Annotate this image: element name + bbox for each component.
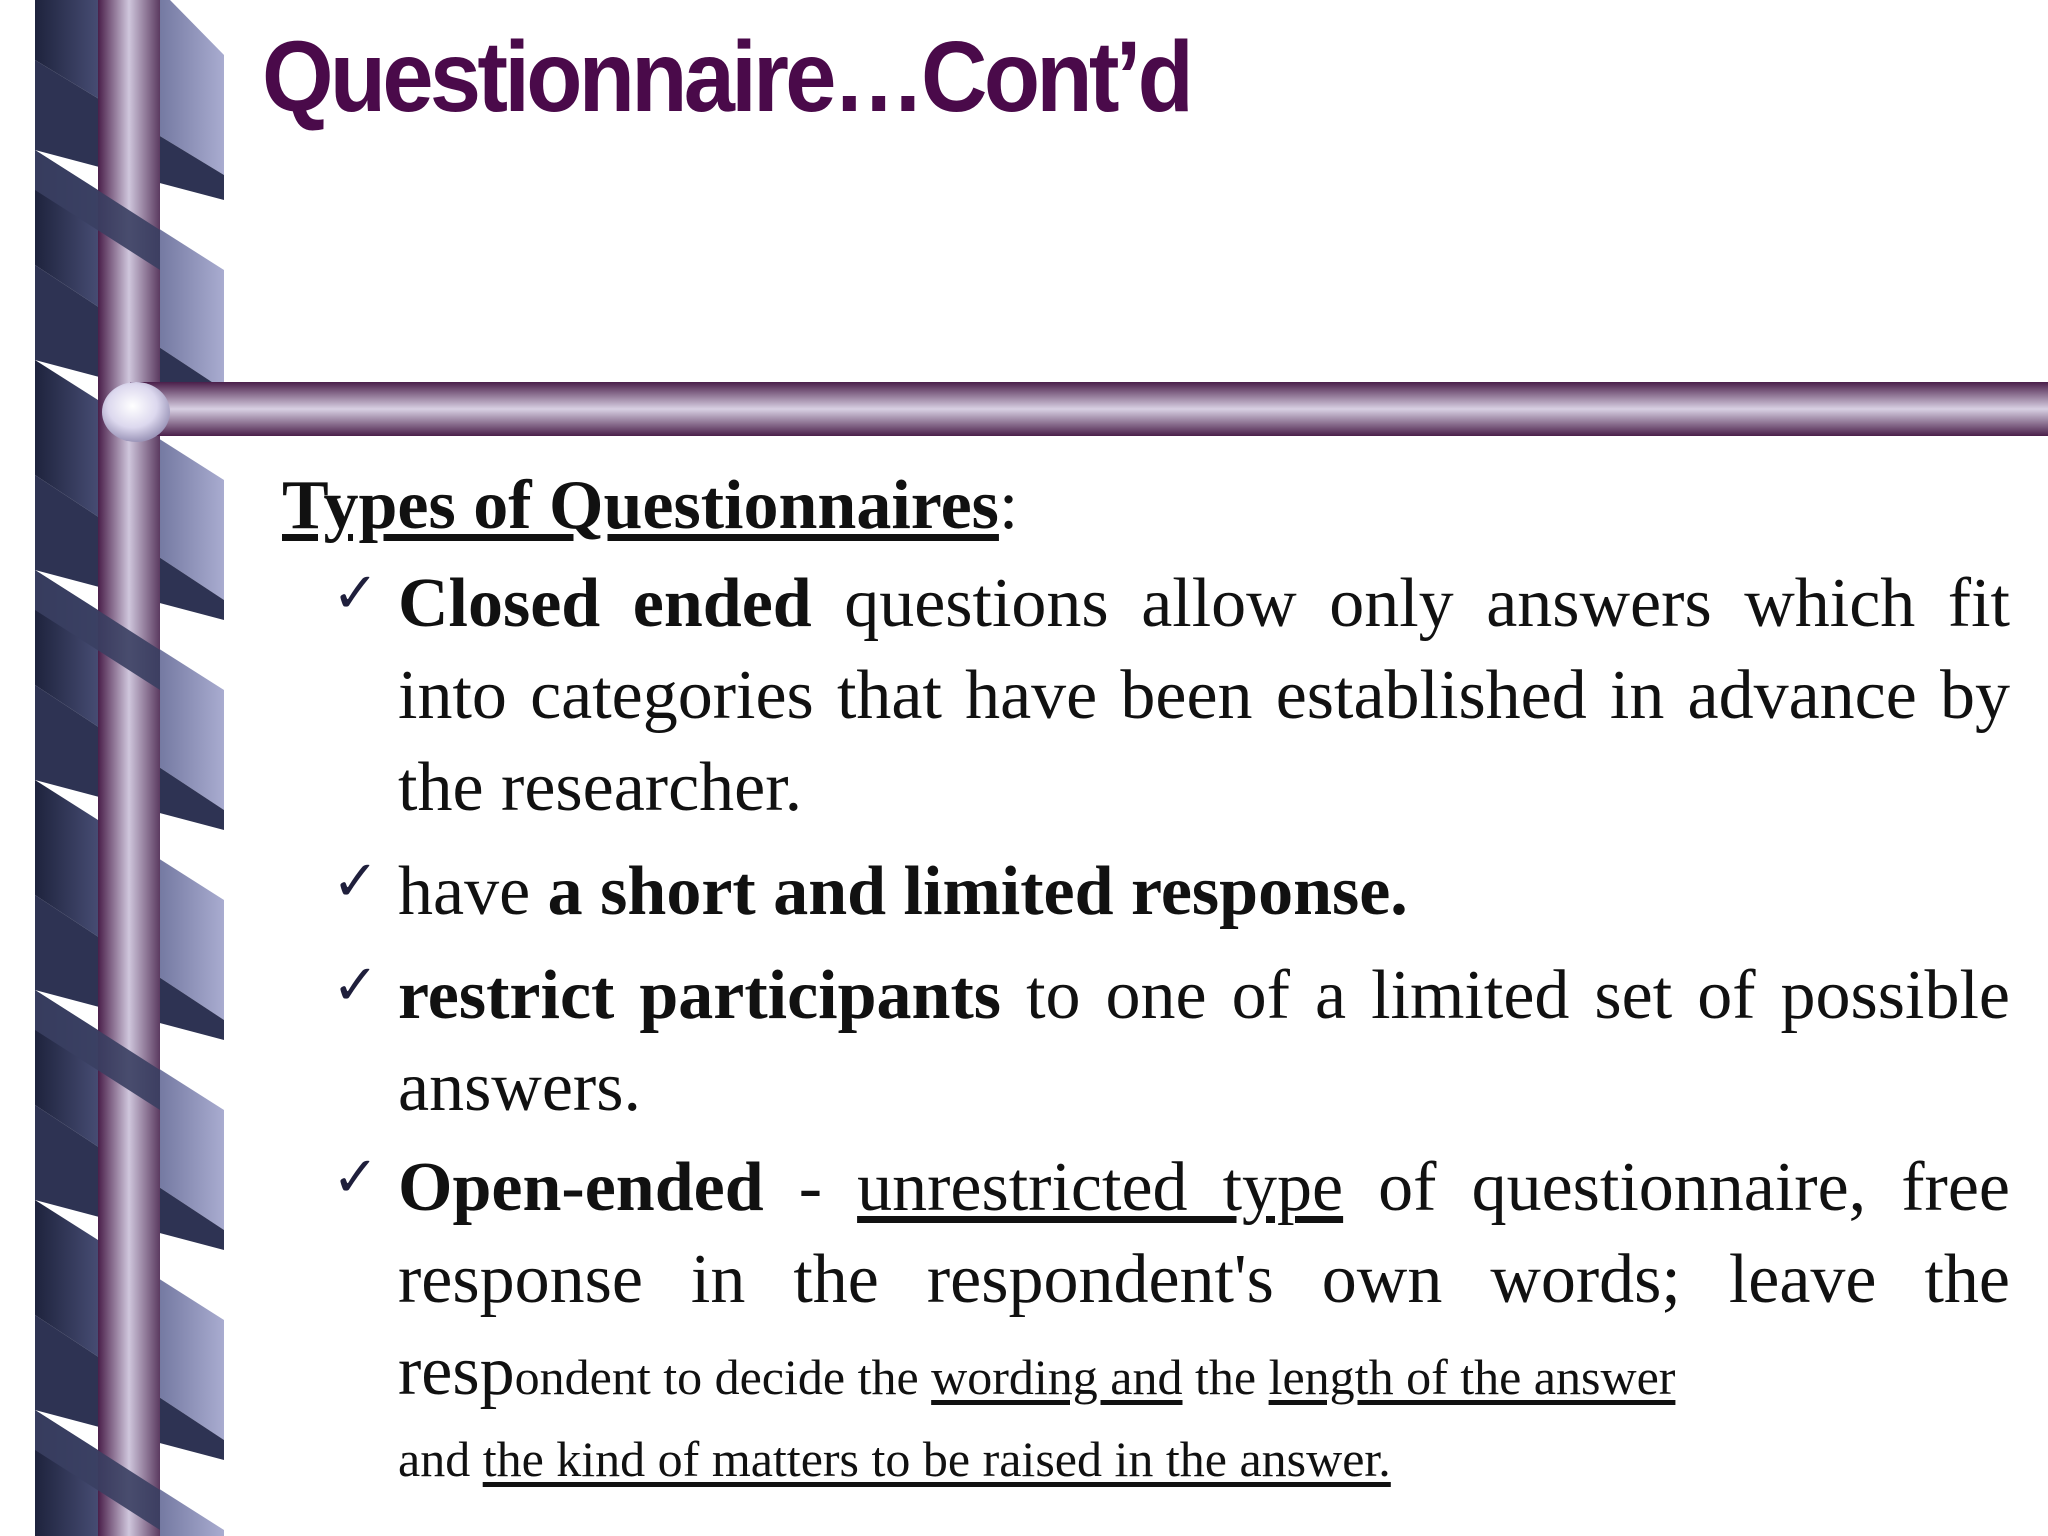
- bar-knob: [102, 382, 170, 442]
- bullet-text: have: [398, 853, 548, 930]
- bullet-underlined: wording and: [931, 1349, 1183, 1405]
- bullet-bold: restrict participants: [398, 957, 1002, 1034]
- checkmark-icon: ✓: [332, 561, 379, 626]
- horizontal-bar: [130, 382, 2048, 436]
- bullet-text: of questionnaire, free response in the respondent's own words; leave the resp: [398, 1149, 2011, 1410]
- bullet-dash: -: [763, 1149, 858, 1226]
- checkmark-icon: ✓: [332, 953, 379, 1018]
- bullet-small-text: and: [398, 1431, 483, 1487]
- bullet-text: questions allow only answers which fit into categories that have been established in advance by the researcher.: [398, 565, 2010, 826]
- bullet-tail: [398, 1423, 2010, 1495]
- section-heading-text: Types of Questionnaires: [282, 467, 999, 544]
- bullet-item: [282, 846, 2010, 938]
- section-heading: [282, 458, 2010, 554]
- checkmark-icon: ✓: [332, 849, 379, 914]
- bullet-underlined: the kind of matters to be raised in the answer.: [482, 1431, 1391, 1487]
- bullet-bold: Closed ended: [398, 565, 812, 642]
- checkmark-icon: ✓: [332, 1145, 379, 1210]
- slide-content: [282, 458, 2010, 1495]
- bullet-bold: a short and limited response.: [547, 853, 1408, 930]
- bullet-list: [282, 558, 2010, 1495]
- bullet-item: [282, 950, 2010, 1134]
- bullet-small-text: ondent to decide the: [514, 1349, 932, 1405]
- bullet-underlined: length of the answer: [1268, 1349, 1676, 1405]
- section-heading-colon: :: [998, 467, 1019, 544]
- bullet-small-text: the: [1182, 1349, 1269, 1405]
- bullet-text: to one of a limited set of possible answers.: [398, 957, 2010, 1126]
- bullet-item: [282, 558, 2010, 834]
- bullet-bold: Open-ended: [398, 1149, 764, 1226]
- bullet-underlined: unrestricted type: [857, 1149, 1344, 1226]
- slide-title: Questionnaire…Cont’d: [262, 21, 1191, 133]
- bullet-item: [282, 1142, 2010, 1495]
